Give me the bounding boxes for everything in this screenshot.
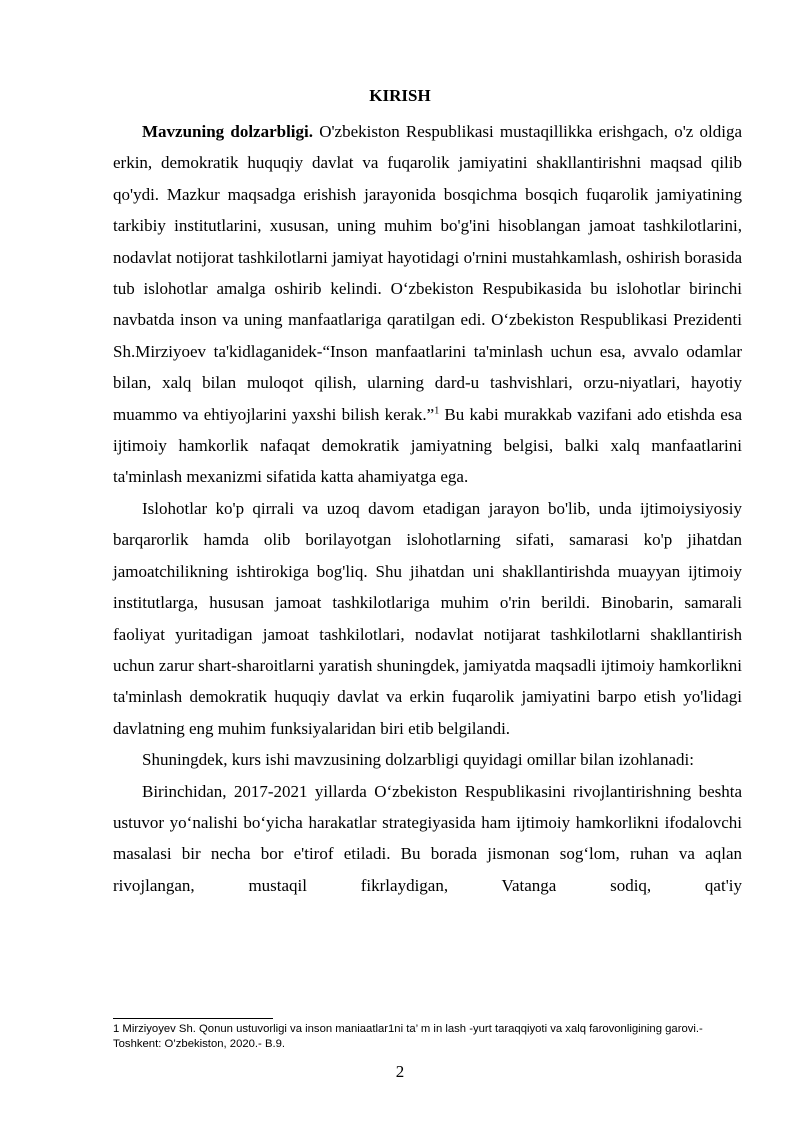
paragraph-4: Birinchidan, 2017-2021 yillarda O‘zbekiston Respublikasini rivojlantirishning beshta ustuvor yo‘nalishi bo‘yicha harakatlar strategiyasida ham ijtimoiy hamkorlikni ifodalovchi masalasi bir necha bor e'tirof etiladi. Bu borada jismonan sog‘lom, ruhan va aqlan rivojlangan, mustaqil fikrlaydigan, Vatanga sodiq, qat'iy bbox=[113, 781, 742, 895]
paragraph-2: Islohotlar ko'p qirrali va uzoq davom etadigan jarayon bo'lib, unda ijtimoiysiyosiy barqarorlik hamda olib borilayotgan islohotlarning sifati, samarasi ko'p jihatdan jamoatchilikning ishtirokiga bog'liq. Shu jihatdan uni shakllantirishda muayyan ijtimoiy institutlarga, hususan jamoat tashkilotlariga muhim o'rin berildi. Binobarin, samarali faoliyat yuritadigan jamoat tashkilotlari, nodavlat notijarat tashkilotlarni shakllantirish uchun zarur shart-sharoitlarni yaratish shuningdek, jamiyatda maqsadli ijtimoiy hamkorlikni ta'minlash demokratik huquqiy davlat va erkin fuqarolik jamiyatini barpo etish yo'lidagi davlatning eng muhim funksiyalaridan biri etib belgilandi. bbox=[113, 498, 742, 738]
body-text bbox=[113, 116, 742, 901]
paragraph-text: O'zbekiston Respublikasi mustaqillikka erishgach, o'z oldiga erkin, demokratik huquqiy davlat va fuqarolik jamiyatini shakllantirishni maqsad qilib qo'ydi. Mazkur maqsadga erishish jarayonida bosqichma bosqich fuqarolik jamiyatining tarkibiy institutlarini, xususan, uning muhim bo'g'ini hisoblangan jamoat tashkilotlarini, nodavlat notijorat tashkilotlarni jamiyat hayotidagi o'rnini mustahkamlash, oshirish borasida tub islohotlar amalga oshirib kelindi. O‘zbekiston Respubikasida bu islohotlar birinchi navbatda inson va uning manfaatlariga qaratilgan edi. O‘zbekiston Respublikasi Prezidenti Sh.Mirziyoev ta'kidlaganidek-“Inson manfaatlarini ta'minlash uchun esa, avvalo odamlar bilan, xalq bilan muloqot qilish, ularning dard-u tashvishlari, orzu-niyatlari, hayotiy muammo va ehtiyojlarini yaxshi bilish kerak.” bbox=[113, 122, 742, 424]
footnote-separator bbox=[113, 1018, 273, 1019]
paragraph-3: Shuningdek, kurs ishi mavzusining dolzarbligi quyidagi omillar bilan izohlanadi: bbox=[142, 750, 694, 770]
paragraph-lead: Mavzuning dolzarbligi. bbox=[142, 122, 314, 141]
footnote: 1 Mirziyoyev Sh. Qonun ustuvorligi va inson maniaatlar1ni ta’ m in lash -yurt taraqqiyoti va xalq farovonligining garovi.-Toshkent: O’zbekiston, 2020.- B.9. bbox=[113, 1023, 703, 1050]
paragraph-1 bbox=[113, 116, 742, 493]
paragraph-text-continued: Bu kabi murakkab vazifani ado etishda esa ijtimoiy hamkorlik nafaqat demokratik jamiyatning belgisi, balki xalq manfaatlarini ta'minlash mexanizmi sifatida katta ahamiyatga ega. bbox=[113, 404, 743, 487]
section-heading: KIRISH bbox=[369, 86, 431, 105]
page-number: 2 bbox=[395, 1062, 405, 1081]
footnote-reference[interactable]: 1 bbox=[434, 405, 440, 416]
